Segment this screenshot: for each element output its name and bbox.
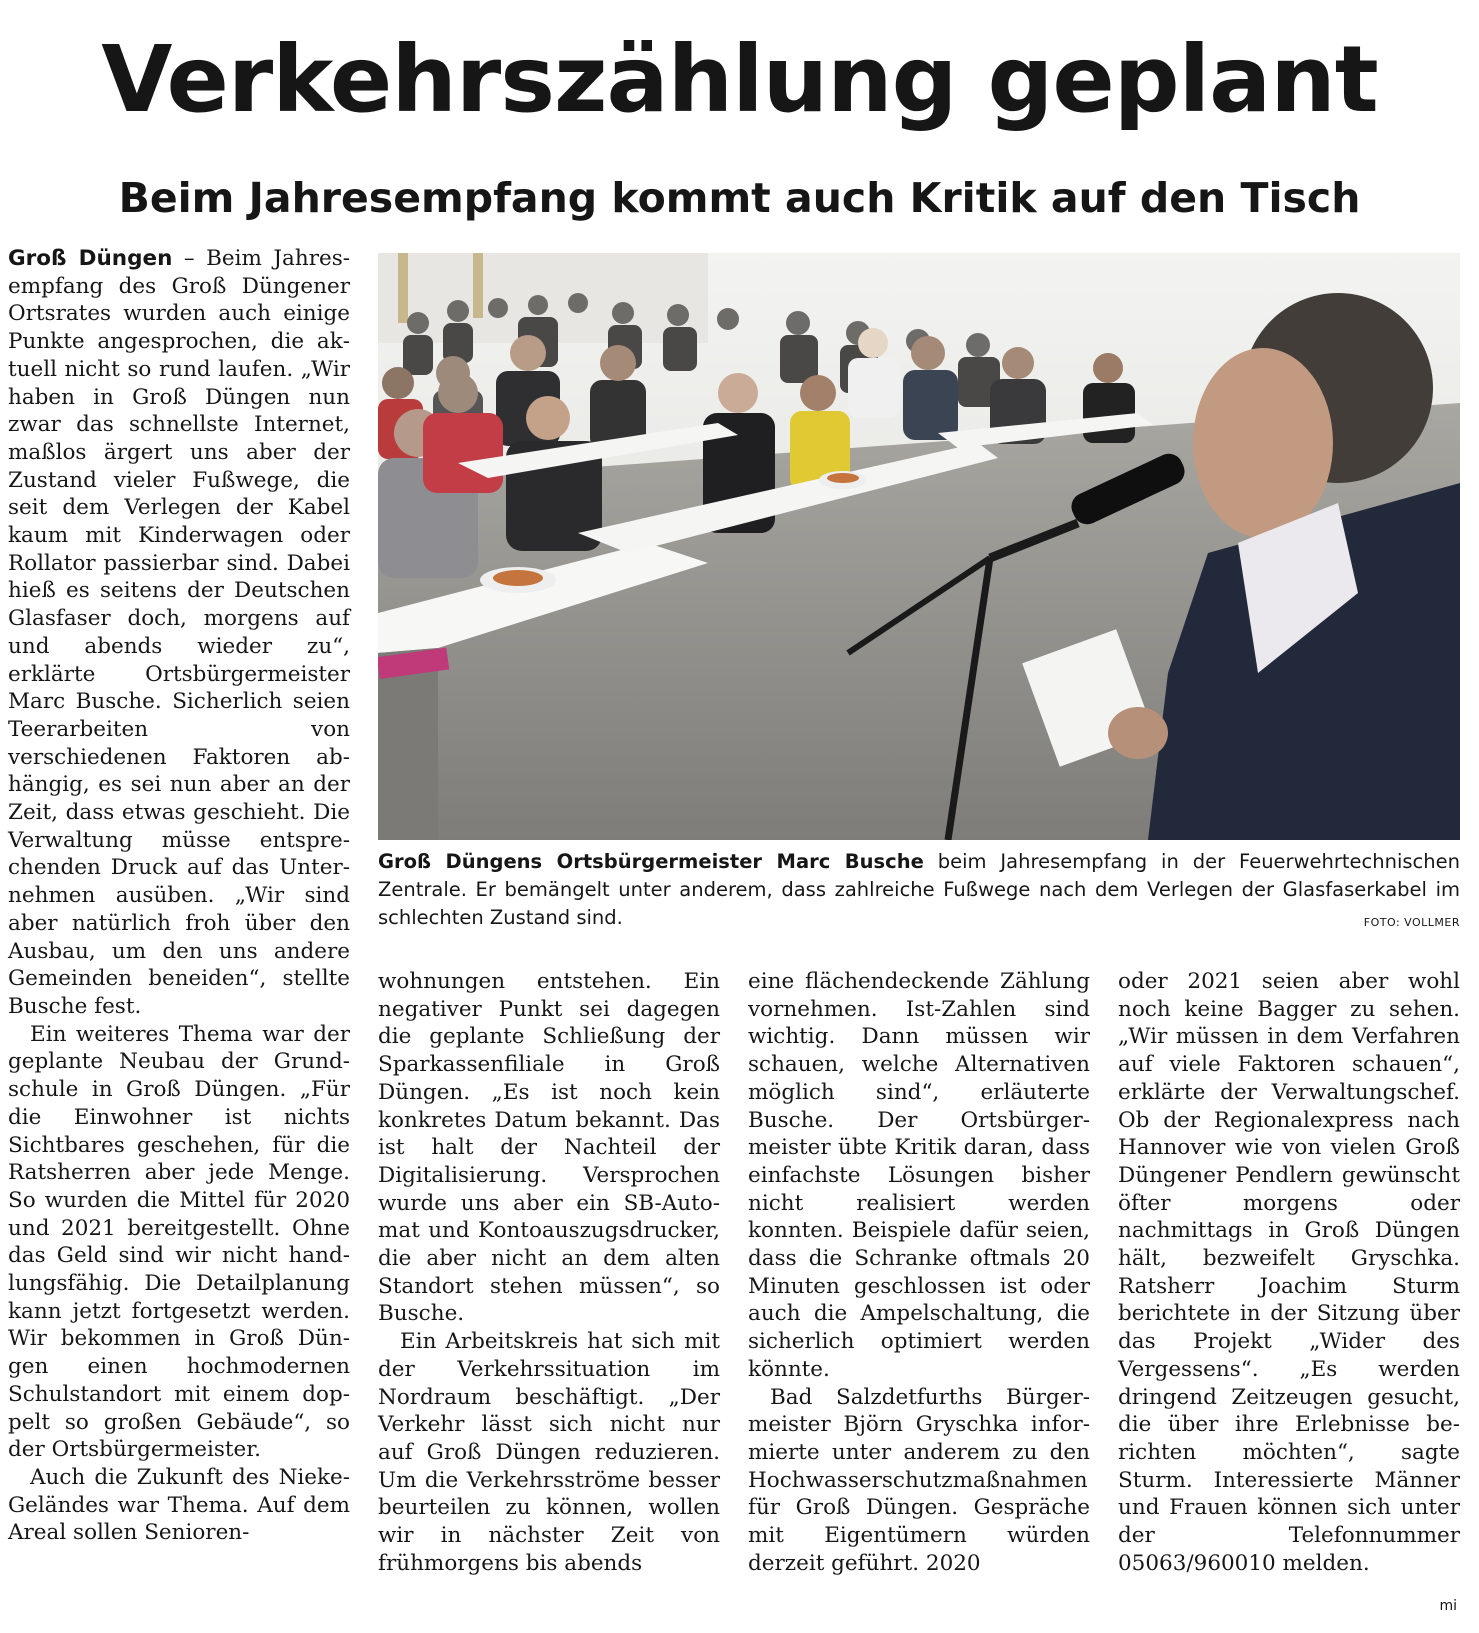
photo-caption	[378, 848, 1460, 932]
paragraph: wohnungen entstehen. Ein negativer Punkt sei dagegen die geplante Schließung der Sparkassenfiliale in Groß Düngen. „Es ist noch kein konkretes Datum bekannt. Das ist halt der Nachteil der Digitalisierung. Versprochen wurde uns aber ein SB-Automat und Kontoauszugsdrucker, die aber nicht an dem alten Standort stehen müssen“, so Busche.	[378, 969, 720, 1327]
paragraph: Ein weiteres Thema war der geplante Neubau der Grundschule in Groß Düngen. „Für die Einwohner ist nichts Sichtbares geschehen, für die Ratsherren aber jede Menge. So wurden die Mittel für 2020 und 2021 bereitgestellt. Ohne das Geld sind wir nicht handlungsfähig. Die Detailplanung kann jetzt fortgesetzt werden. Wir bekommen in Groß Düngen einen hochmodernen Schulstandort mit einem doppelt so großen Gebäude“, so der Ortsbürgermeister.	[8, 1021, 350, 1463]
paragraph: eine flächendeckende Zählung vornehmen. Ist-Zahlen sind wichtig. Dann müssen wir schauen, welche Alternativen möglich sind“, erläuterte Busche. Der Ortsbürgermeister übte Kritik daran, dass einfachste Lösungen bisher nicht realisiert werden konnten. Beispiele dafür seien, dass die Schranke oftmals 20 Minuten geschlossen ist oder auch die Ampelschaltung, die sicherlich optimiert werden könnte.	[748, 969, 1090, 1382]
article-column-4	[1118, 968, 1460, 1577]
article-column-1	[8, 245, 350, 1547]
paragraph: Ein Arbeitskreis hat sich mit der Verkehrssituation im Nordraum beschäftigt. „Der Verkehr lässt sich nicht nur auf Groß Düngen reduzieren. Um die Verkehrsströme besser beurteilen zu können, wollen wir in nächster Zeit von frühmorgens bis abends	[378, 1329, 720, 1576]
event-photo	[378, 253, 1460, 840]
paragraph-intro	[8, 245, 350, 1021]
subheadline: Beim Jahresempfang kommt auch Kritik auf den Tisch	[118, 174, 1361, 222]
photo-illustration	[378, 253, 1460, 840]
paragraph: Bad Salzdetfurths Bürgermeister Björn Gryschka informierte unter anderem zu den Hochwasserschutzmaßnahmen für Groß Düngen. Gespräche mit Eigentümern würden derzeit geführt. 2020	[748, 1384, 1090, 1576]
caption-text: beim Jahresempfang in der Feuerwehrtechnischen Zentrale. Er bemängelt unter anderem, dass zahlreiche Fußwege nach dem Verlegen der Glasfaserkabel im schlechten Zustand sind.	[378, 850, 1460, 929]
dateline: Groß Düngen	[8, 246, 173, 271]
article-column-2	[378, 968, 720, 1577]
photo-credit: FOTO: VOLLMER	[1363, 916, 1460, 929]
paragraph: oder 2021 seien aber wohl noch keine Bagger zu sehen. „Wir müssen in dem Verfahren auf viele Faktoren schauen“, erklärte der Verwaltungschef. Ob der Regionalexpress nach Hannover wie von vielen Groß Düngener Pendlern gewünscht öfter morgens oder nachmittags in Groß Düngen hält, bezweifelt Gryschka. Ratsherr Joachim Sturm berichtete in der Sitzung über das Projekt „Wider des Vergessens“. „Es werden dringend Zeitzeugen gesucht, die über ihre Erlebnisse berichten möchten“, sagte Sturm. Interessierte Männer und Frauen können sich unter der Telefonnummer 05063/960010 melden.	[1118, 969, 1460, 1576]
intro-text: – Beim Jahresempfang des Groß Düngener Ortsrates wurden auch einige Punkte angesprochen, die aktuell nicht so rund laufen. „Wir haben in Groß Düngen nun zwar das schnellste Internet, maßlos ärgert uns aber der Zustand vieler Fußwege, die seit dem Verlegen der Kabel kaum mit Kinderwagen oder Rollator passierbar sind. Dabei hieß es seitens der Deutschen Glasfaser doch, morgens auf und abends wieder zu“, erklärte Ortsbürgermeister Marc Busche. Sicherlich seien Teerarbeiten von verschiedenen Faktoren abhängig, es sei nun aber an der Zeit, dass etwas geschieht. Die Verwaltung müsse entsprechenden Druck auf das Unternehmen ausüben. „Wir sind aber natürlich froh über den Ausbau, um den uns andere Gemeinden beneiden“, stellte Busche fest.	[8, 246, 350, 1019]
headline: Verkehrszählung geplant	[101, 26, 1378, 133]
article-column-3	[748, 968, 1090, 1577]
paragraph: Auch die Zukunft des Nieke-Geländes war Thema. Auf dem Areal sollen Senioren-	[8, 1464, 350, 1546]
caption-bold: Groß Düngens Ortsbürgermeister Marc Busche	[378, 850, 924, 873]
author-signature: mi	[1439, 1598, 1457, 1614]
